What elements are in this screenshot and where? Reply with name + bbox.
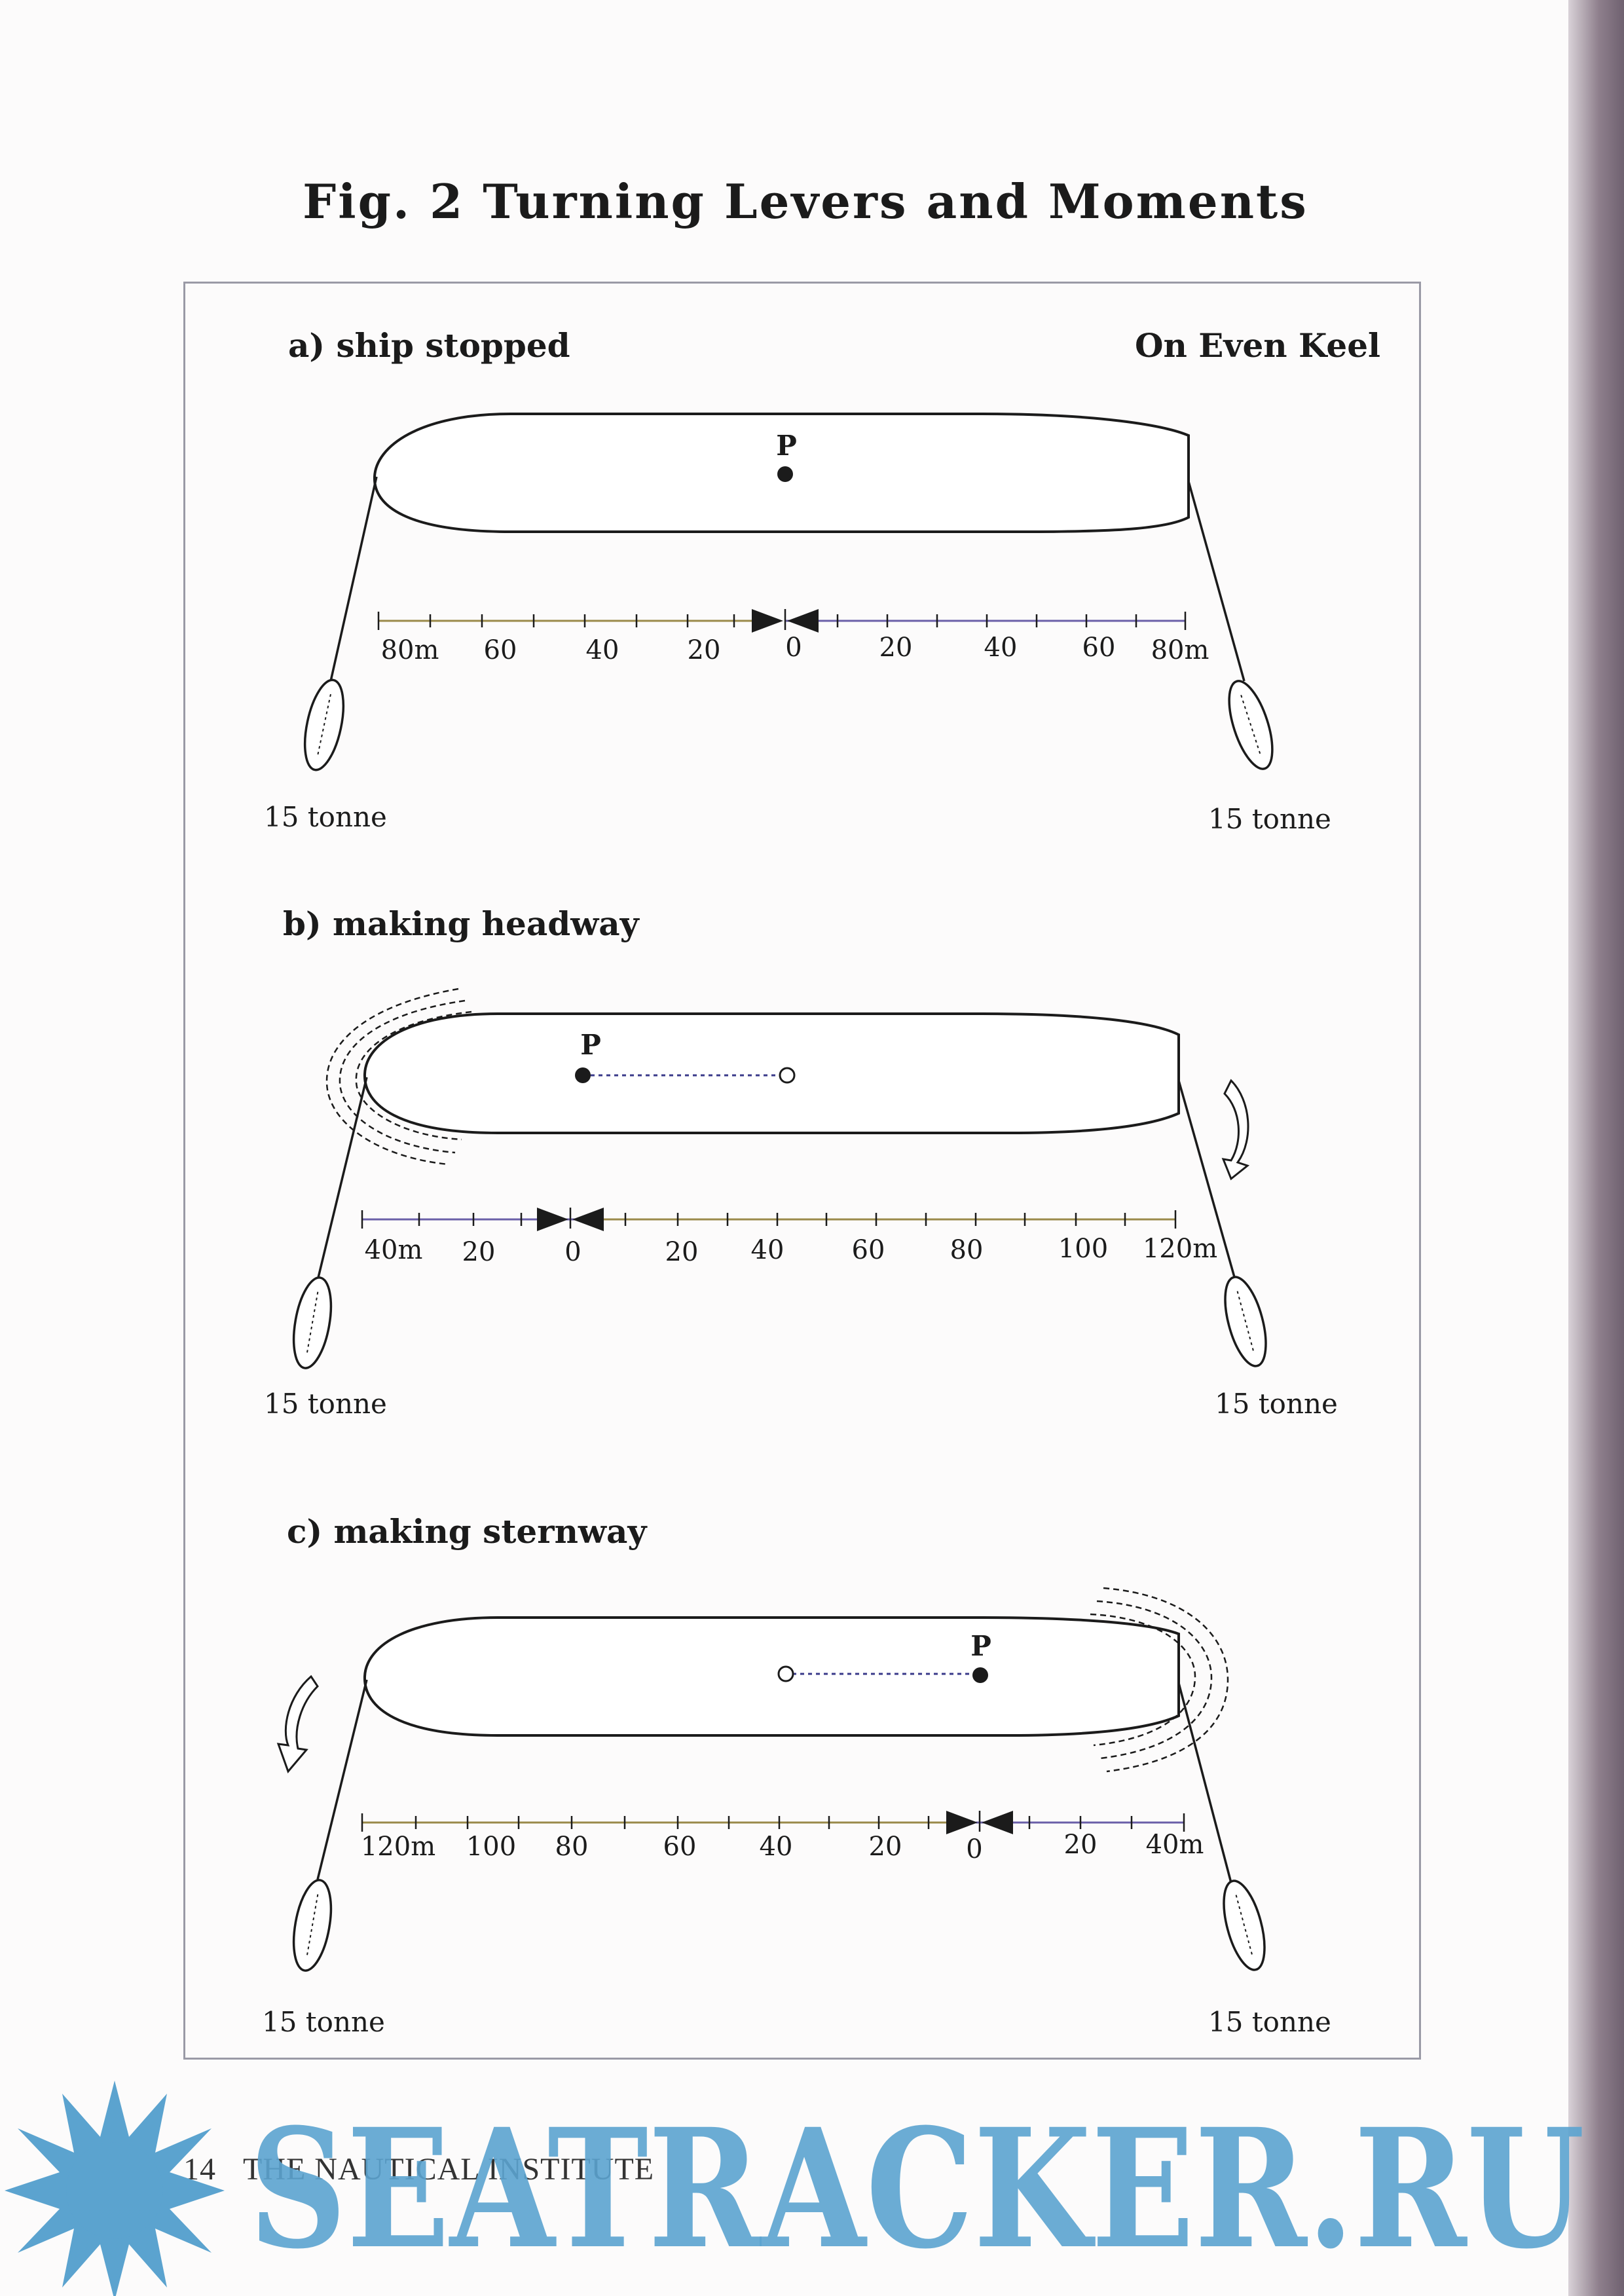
original-pivot-point (779, 1667, 793, 1681)
tug-right (1221, 676, 1282, 773)
scale-tick-label: 0 (966, 1834, 983, 1864)
sun-logo-icon (5, 2081, 225, 2296)
scale-tick-label: 100 (466, 1832, 517, 1862)
publisher-name: THE NAUTICAL INSTITUTE (243, 2152, 655, 2187)
tug-left (298, 676, 350, 773)
panel-a (264, 326, 1380, 835)
ship-hull (365, 1014, 1179, 1133)
scale-tick-label: 0 (564, 1237, 581, 1267)
panel-c-caption: c) making sternway (287, 1512, 647, 1551)
scale-tick-label: 60 (851, 1235, 885, 1265)
original-pivot-point (780, 1068, 794, 1083)
scale-tick-label: 20 (879, 633, 913, 663)
panel-a-caption: a) ship stopped (288, 326, 570, 365)
watermark-text: SEATRACKER.RU (249, 2092, 1585, 2285)
scale-tick-label: 20 (868, 1832, 902, 1862)
tug-right-force-label: 15 tonne (1208, 803, 1331, 835)
scale-tick-label: 40 (984, 633, 1018, 663)
panel-b (264, 904, 1338, 1420)
ship-hull (365, 1618, 1179, 1735)
pivot-point-label: P (776, 430, 797, 462)
scale-tick-label: 20 (687, 635, 721, 665)
panel-c (262, 1512, 1331, 2038)
pivot-point (777, 466, 793, 482)
tug-right (1216, 1877, 1272, 1974)
tow-line-left (318, 1680, 367, 1879)
scale-tick-label: 40m (1145, 1830, 1204, 1860)
scale-tick-label: 80 (555, 1832, 589, 1862)
scale-tick-label: 20 (1063, 1830, 1098, 1860)
scale-tick-label: 40m (364, 1235, 423, 1265)
tug-right (1217, 1273, 1274, 1371)
tug-right-force-label: 15 tonne (1215, 1388, 1338, 1420)
scale-tick-label: 20 (665, 1237, 699, 1267)
lever-scale (378, 609, 1209, 665)
scale-tick-label: 60 (663, 1832, 697, 1862)
rotation-arrow-icon (1223, 1081, 1248, 1179)
tug-left-force-label: 15 tonne (264, 1388, 387, 1420)
figure-title: Fig. 2 Turning Levers and Moments (303, 174, 1308, 229)
pivot-point-label: P (580, 1029, 601, 1061)
panel-a-even-keel-note: On Even Keel (1134, 326, 1380, 365)
scale-tick-label: 120m (1142, 1234, 1218, 1264)
scale-tick-label: 100 (1058, 1234, 1109, 1264)
scale-tick-label: 80m (1151, 635, 1209, 665)
scale-tick-label: 40 (750, 1235, 784, 1265)
pivot-point (972, 1667, 988, 1683)
scale-tick-label: 40 (759, 1832, 793, 1862)
rotation-arrow-icon (278, 1676, 318, 1771)
pivot-point-label: P (970, 1630, 991, 1662)
tug-left (287, 1275, 337, 1371)
pivot-point (575, 1067, 591, 1083)
lever-scale (362, 1208, 1217, 1267)
scale-tick-label: 60 (1082, 633, 1116, 663)
scale-tick-label: 60 (483, 635, 517, 665)
panel-b-caption: b) making headway (283, 904, 639, 943)
tug-right-force-label: 15 tonne (1208, 2006, 1331, 2038)
seatracker-watermark (0, 2056, 1624, 2296)
scale-tick-label: 20 (462, 1237, 496, 1267)
tow-line-left (331, 477, 377, 681)
tug-left (287, 1878, 337, 1974)
page-number: 14 (183, 2152, 216, 2187)
scale-tick-label: 80 (950, 1235, 984, 1265)
scale-tick-label: 40 (585, 635, 619, 665)
scale-tick-label: 120m (360, 1832, 436, 1862)
tug-left-force-label: 15 tonne (264, 801, 387, 833)
scale-tick-label: 80m (380, 635, 439, 665)
tug-left-force-label: 15 tonne (262, 2006, 385, 2038)
scale-tick-label: 0 (785, 633, 802, 663)
tow-line-left (318, 1077, 367, 1280)
lever-scale (361, 1811, 1204, 1864)
